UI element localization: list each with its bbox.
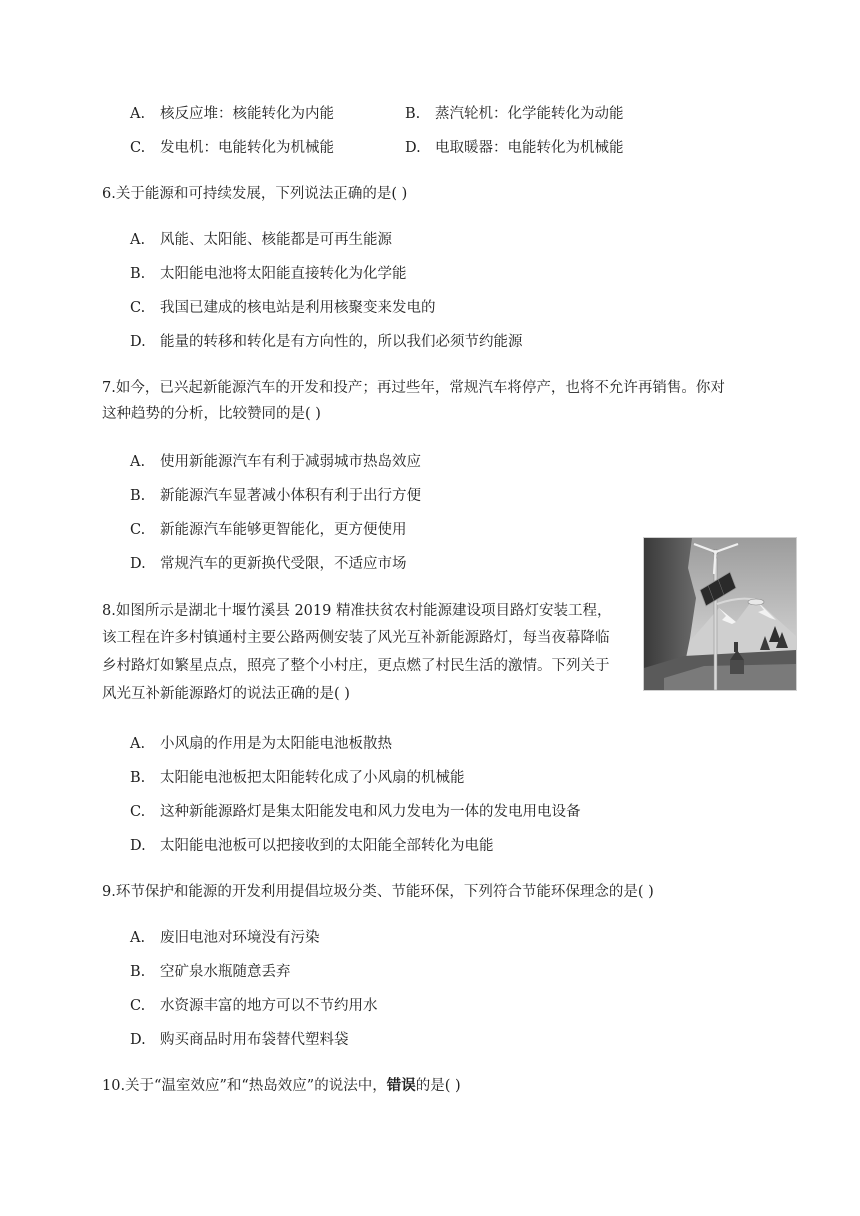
q6-stem: 6.关于能源和可持续发展，下列说法正确的是( ) [102,186,408,202]
q6-option-d: D. 能量的转移和转化是有方向性的，所以我们必须节约能源 [130,334,523,350]
q8-option-a: A. 小风扇的作用是为太阳能电池板散热 [130,736,392,752]
q9-stem: 9.环节保护和能源的开发利用提倡垃圾分类、节能环保，下列符合节能环保理念的是( ) [102,884,654,900]
q8-stem-line-2: 该工程在许多村镇通村主要公路两侧安装了风光互补新能源路灯，每当夜幕降临 [102,630,610,646]
q5-option-b: B. 蒸汽轮机：化学能转化为动能 [405,106,624,122]
q6-option-b: B. 太阳能电池将太阳能直接转化为化学能 [130,266,407,282]
q9-option-c: C. 水资源丰富的地方可以不节约用水 [130,998,378,1014]
q8-stem-line-3: 乡村路灯如繁星点点，照亮了整个小村庄，更点燃了村民生活的激情。下列关于 [102,658,610,674]
q8-option-d: D. 太阳能电池板可以把接收到的太阳能全部转化为电能 [130,838,494,854]
q9-option-a: A. 废旧电池对环境没有污染 [130,930,320,946]
q7-option-c: C. 新能源汽车能够更智能化，更方便使用 [130,522,407,538]
q8-option-c: C. 这种新能源路灯是集太阳能发电和风力发电为一体的发电用电设备 [130,804,581,820]
q6-option-a: A. 风能、太阳能、核能都是可再生能源 [130,232,392,248]
q8-option-b: B. 太阳能电池板把太阳能转化成了小风扇的机械能 [130,770,465,786]
q7-stem-line-2: 这种趋势的分析，比较赞同的是( ) [102,406,321,422]
q8-stem-line-1: 8.如图所示是湖北十堰竹溪县 2019 精准扶贫农村能源建设项目路灯安装工程， [102,603,612,619]
q5-option-d: D. 电取暖器：电能转化为机械能 [405,140,624,156]
street-light-photo [643,537,797,691]
q5-option-c: C. 发电机：电能转化为机械能 [130,140,334,156]
q7-option-a: A. 使用新能源汽车有利于减弱城市热岛效应 [130,454,421,470]
q6-option-c: C. 我国已建成的核电站是利用核聚变来发电的 [130,300,436,316]
q7-option-d: D. 常规汽车的更新换代受限，不适应市场 [130,556,407,572]
q10-stem: 10.关于“温室效应”和“热岛效应”的说法中，错误的是( ) [102,1077,461,1094]
q9-option-d: D. 购买商品时用布袋替代塑料袋 [130,1032,349,1048]
q7-stem-line-1: 7.如今，已兴起新能源汽车的开发和投产；再过些年，常规汽车将停产，也将不允许再销售。你对 [102,380,725,396]
q9-option-b: B. 空矿泉水瓶随意丢弃 [130,964,291,980]
q8-stem-line-4: 风光互补新能源路灯的说法正确的是( ) [102,686,350,702]
q5-option-a: A. 核反应堆：核能转化为内能 [130,106,334,122]
q7-option-b: B. 新能源汽车显著减小体积有利于出行方便 [130,488,421,504]
q10-emphasis: 错误 [386,1077,416,1094]
wind-solar-streetlight-image [644,538,796,690]
